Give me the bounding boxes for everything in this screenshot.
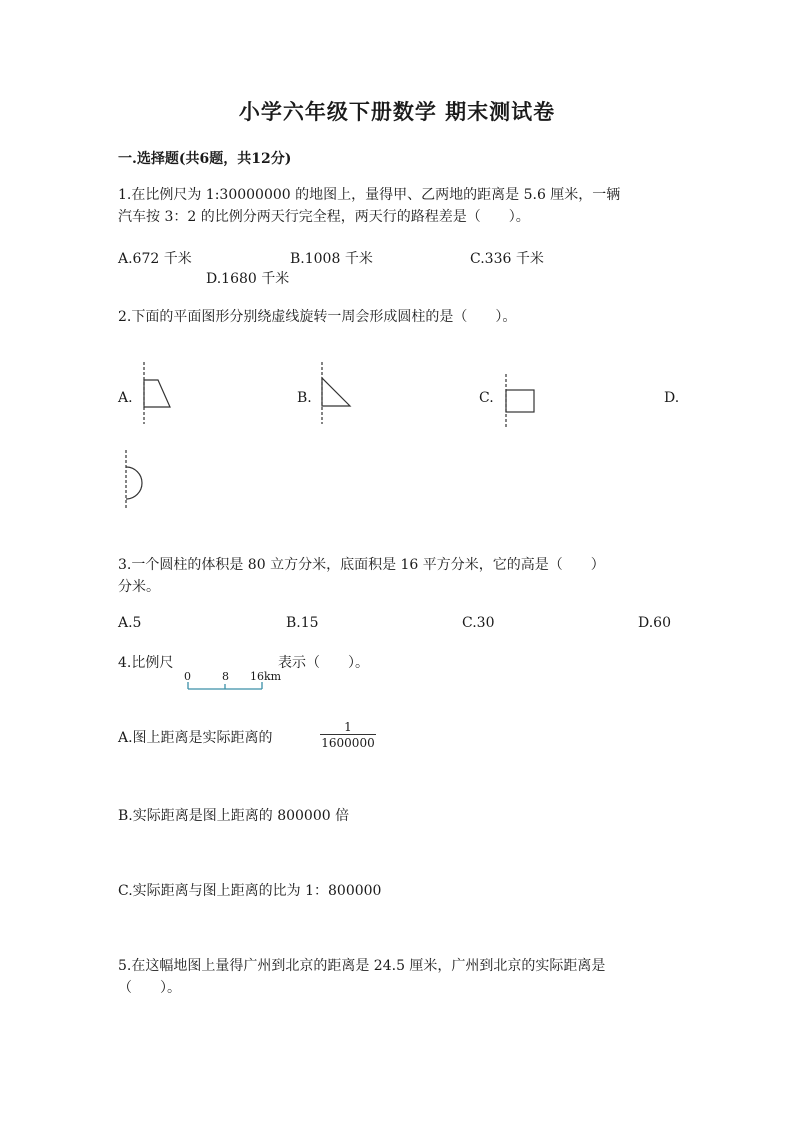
question-3-line-1: 3.一个圆柱的体积是 80 立方分米，底面积是 16 平方分米，它的高是（ ） xyxy=(118,557,605,573)
question-2-option-d-label: D. xyxy=(664,390,680,406)
scale-label-16km: 16km xyxy=(250,670,282,683)
question-2-text: 2.下面的平面图形分别绕虚线旋转一周会形成圆柱的是（ ）。 xyxy=(118,309,517,325)
question-3-option-b: B.15 xyxy=(286,615,319,631)
question-3-option-c: C.30 xyxy=(462,615,495,631)
question-1-option-b: B.1008 千米 xyxy=(290,251,373,267)
question-4-option-c: C.实际距离与图上距离的比为 1：800000 xyxy=(118,883,382,899)
fraction-numerator: 1 xyxy=(344,720,352,734)
question-5-line-1: 5.在这幅地图上量得广州到北京的距离是 24.5 厘米，广州到北京的实际距离是 xyxy=(118,958,606,974)
question-1-option-a: A.672 千米 xyxy=(118,251,192,267)
question-3-option-d: D.60 xyxy=(638,615,671,631)
figure-d-semicircle xyxy=(120,450,150,510)
question-3-line-2: 分米。 xyxy=(118,579,160,595)
question-4-suffix: 表示（ ）。 xyxy=(278,655,369,671)
question-4-option-a: A.图上距离是实际距离的 xyxy=(118,730,273,746)
figure-c-rectangle xyxy=(500,374,540,428)
figure-b-triangle xyxy=(316,362,356,424)
question-1-option-c: C.336 千米 xyxy=(470,251,544,267)
question-2-option-c-label: C. xyxy=(479,390,494,406)
question-1-line-1: 1.在比例尺为 1:30000000 的地图上，量得甲、乙两地的距离是 5.6 厘米，一辆 xyxy=(118,187,621,203)
question-5-line-2: （ ）。 xyxy=(118,980,181,996)
question-2-option-a-label: A. xyxy=(118,390,133,406)
question-1-line-2: 汽车按 3：2 的比例分两天行完全程，两天行的路程差是（ ）。 xyxy=(118,209,530,225)
figure-a-trapezoid xyxy=(138,362,178,424)
scale-bar xyxy=(186,682,266,692)
question-1-option-d: D.1680 千米 xyxy=(206,271,290,287)
page-title: 小学六年级下册数学 期末测试卷 xyxy=(238,99,556,124)
scale-label-8: 8 xyxy=(222,670,229,683)
question-4-prefix: 4.比例尺 xyxy=(118,655,174,671)
fraction-denominator: 1600000 xyxy=(321,736,375,750)
section-heading: 一.选择题(共6题，共12分) xyxy=(118,151,292,167)
question-3-option-a: A.5 xyxy=(118,615,142,631)
question-4-option-b: B.实际距离是图上距离的 800000 倍 xyxy=(118,808,350,824)
fraction-1-over-1600000 xyxy=(320,720,376,750)
question-2-option-b-label: B. xyxy=(297,390,312,406)
scale-label-0: 0 xyxy=(184,670,191,683)
